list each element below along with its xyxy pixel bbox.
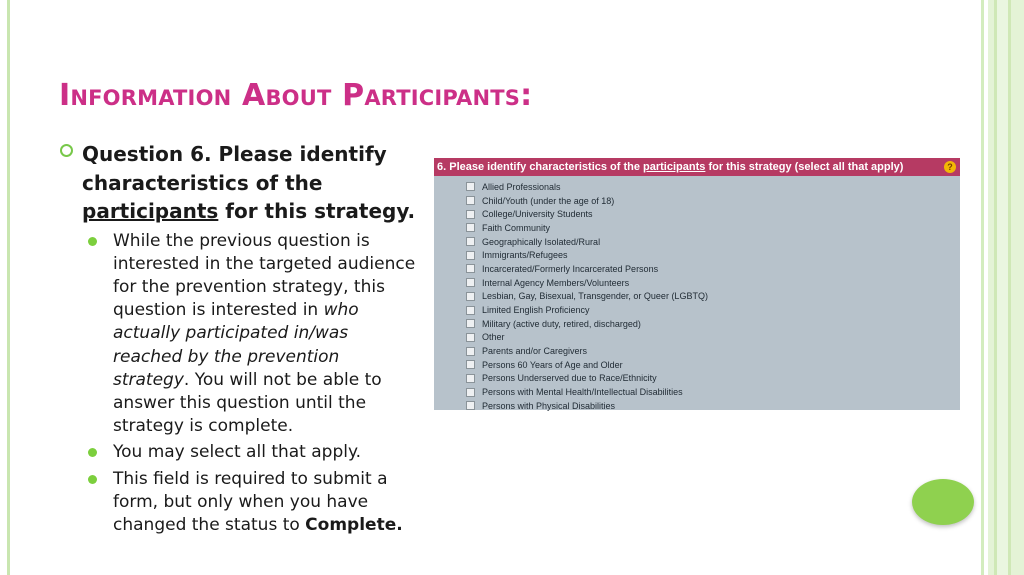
form-screenshot-panel [434,158,960,410]
option-label: Internal Agency Members/Volunteers [482,277,630,288]
option-label: Parents and/or Caregivers [482,346,588,357]
option-label: College/University Students [482,209,593,220]
question-prefix: Question 6. Please identify characteristics of the [82,142,387,195]
bullet-item [82,468,420,538]
slide-title: Information About Participants: [59,78,533,113]
participant-option[interactable] [466,180,960,194]
checkbox[interactable] [466,210,475,219]
option-label: Persons with Mental Health/Intellectual Disabilities [482,387,683,398]
option-label: Immigrants/Refugees [482,250,568,261]
option-label: Incarcerated/Formerly Incarcerated Persons [482,263,659,274]
option-label: Military (active duty, retired, discharged) [482,318,641,329]
checkbox[interactable] [466,388,475,397]
bullet-dot-icon [88,448,97,457]
checkbox[interactable] [466,306,475,315]
form-header-prefix: 6. Please identify characteristics of the [437,161,644,173]
participant-option[interactable] [466,221,960,235]
bullet-1-part2: . You will not be able to answer this question until the strategy is complete. [113,369,382,437]
bullet-3-part1: This field is required to submit a form, but only when you have changed the status to [113,468,388,535]
question-text [82,140,420,226]
participant-options-list [434,176,960,413]
checkbox[interactable] [466,347,475,356]
question-suffix: for this strategy. [218,199,416,223]
participant-option[interactable] [466,344,960,358]
bullet-list [82,230,420,538]
checkbox[interactable] [466,182,475,191]
participant-option[interactable] [466,358,960,372]
participant-option[interactable] [466,276,960,290]
checkbox[interactable] [466,401,475,410]
question-bullet-icon [60,144,73,157]
option-label: Lesbian, Gay, Bisexual, Transgender, or Queer (LGBTQ) [482,291,708,302]
option-label: Child/Youth (under the age of 18) [482,195,615,206]
checkbox[interactable] [466,237,475,246]
participant-option[interactable] [466,248,960,262]
bullet-1-part1: While the previous question is interested in the targeted audience for the prevention strategy, this question is interested in [113,230,416,321]
option-label: Persons with Physical Disabilities [482,400,616,411]
bullet-dot-icon [88,475,97,484]
slide-body [60,140,420,540]
participant-option[interactable] [466,331,960,345]
bullet-2-text: You may select all that apply. [113,442,362,463]
participant-option[interactable] [466,262,960,276]
form-header-suffix: for this strategy (select all that apply) [705,161,904,173]
form-header-underlined: participants [643,161,706,173]
participant-option[interactable] [466,399,960,413]
participant-option[interactable] [466,194,960,208]
bullet-dot-icon [88,237,97,246]
participant-option[interactable] [466,372,960,386]
help-icon[interactable]: ? [944,161,956,173]
bullet-1-italic: who actually participated in/was reached by the prevention strategy [113,300,359,390]
form-question-header [434,158,960,176]
bullet-item [82,441,420,464]
decorative-green-circle [912,479,974,525]
question-underlined: participants [82,199,219,223]
left-frame-line [7,0,10,575]
participant-option[interactable] [466,207,960,221]
checkbox[interactable] [466,360,475,369]
checkbox[interactable] [466,374,475,383]
participant-option[interactable] [466,317,960,331]
option-label: Faith Community [482,222,551,233]
checkbox[interactable] [466,251,475,260]
participant-option[interactable] [466,385,960,399]
checkbox[interactable] [466,196,475,205]
checkbox[interactable] [466,292,475,301]
participant-option[interactable] [466,290,960,304]
checkbox[interactable] [466,333,475,342]
option-label: Allied Professionals [482,181,561,192]
option-label: Persons 60 Years of Age and Older [482,359,623,370]
option-label: Geographically Isolated/Rural [482,236,601,247]
right-frame-stripes [988,0,1024,575]
participant-option[interactable] [466,303,960,317]
participant-option[interactable] [466,235,960,249]
right-frame-line [981,0,984,575]
checkbox[interactable] [466,319,475,328]
bullet-3-bold: Complete. [305,514,403,535]
checkbox[interactable] [466,264,475,273]
option-label: Persons Underserved due to Race/Ethnicity [482,373,657,384]
option-label: Other [482,332,505,343]
bullet-item [82,230,420,439]
checkbox[interactable] [466,223,475,232]
checkbox[interactable] [466,278,475,287]
option-label: Limited English Proficiency [482,305,590,316]
